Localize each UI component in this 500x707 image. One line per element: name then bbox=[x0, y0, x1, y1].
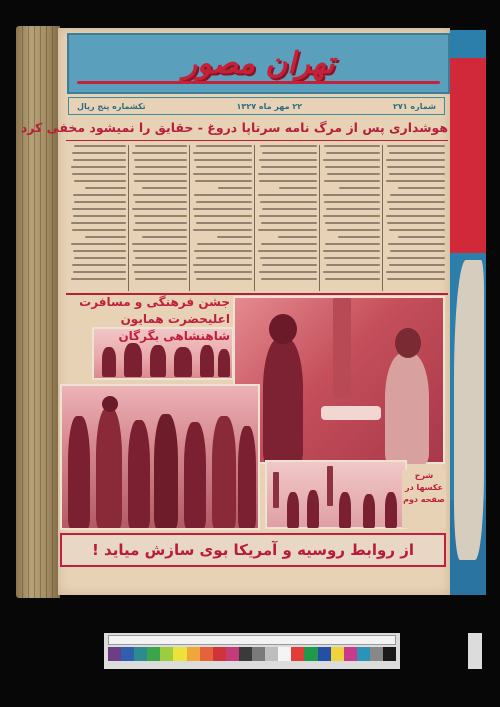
text-line bbox=[193, 173, 252, 175]
text-line bbox=[387, 222, 445, 224]
text-line bbox=[134, 180, 187, 182]
text-line bbox=[258, 194, 317, 196]
color-swatch bbox=[147, 647, 160, 661]
text-line bbox=[389, 173, 445, 175]
text-line bbox=[194, 194, 252, 196]
text-line bbox=[262, 208, 317, 210]
text-line bbox=[133, 250, 187, 252]
ceremony-photo bbox=[233, 296, 445, 464]
bottom-banner-headline bbox=[60, 533, 446, 567]
text-line bbox=[326, 264, 380, 266]
text-line bbox=[324, 145, 380, 147]
color-swatch bbox=[252, 647, 265, 661]
text-line bbox=[74, 257, 126, 259]
text-line bbox=[325, 166, 380, 168]
text-line bbox=[194, 250, 252, 252]
text-line bbox=[327, 173, 380, 175]
text-line bbox=[193, 152, 252, 154]
text-line bbox=[386, 215, 445, 217]
color-swatch bbox=[291, 647, 304, 661]
calibration-swatches bbox=[108, 647, 396, 661]
text-line bbox=[194, 271, 252, 273]
color-swatch bbox=[213, 647, 226, 661]
text-line bbox=[323, 250, 380, 252]
color-swatch bbox=[331, 647, 344, 661]
text-line bbox=[132, 208, 187, 210]
color-swatch bbox=[134, 647, 147, 661]
color-swatch bbox=[108, 647, 121, 661]
text-line bbox=[325, 278, 380, 280]
text-line bbox=[71, 278, 126, 280]
text-line bbox=[135, 166, 187, 168]
text-line bbox=[387, 145, 445, 147]
volume-spine bbox=[16, 26, 60, 598]
text-line bbox=[386, 271, 445, 273]
text-line bbox=[386, 180, 445, 182]
color-swatch bbox=[278, 647, 291, 661]
color-swatch bbox=[304, 647, 317, 661]
text-line bbox=[398, 187, 445, 189]
color-swatch bbox=[173, 647, 186, 661]
text-line bbox=[71, 222, 126, 224]
text-line bbox=[218, 187, 252, 189]
text-line bbox=[338, 236, 380, 238]
text-line bbox=[323, 159, 380, 161]
text-line bbox=[326, 208, 380, 210]
text-line bbox=[261, 243, 317, 245]
masthead bbox=[67, 33, 450, 94]
text-line bbox=[196, 257, 252, 259]
text-line bbox=[262, 152, 317, 154]
color-swatch bbox=[370, 647, 383, 661]
text-line bbox=[134, 159, 187, 161]
text-line bbox=[195, 180, 252, 182]
text-line bbox=[194, 215, 252, 217]
text-line bbox=[197, 243, 252, 245]
color-swatch bbox=[318, 647, 331, 661]
text-line bbox=[72, 264, 126, 266]
color-swatch bbox=[357, 647, 370, 661]
article-column-2 bbox=[131, 145, 187, 291]
text-line bbox=[390, 250, 445, 252]
text-line bbox=[142, 187, 187, 189]
photo-caption: جشن فرهنگی و مسافرت اعلیحضرت همایون شاهنشاهی بگرگان bbox=[79, 295, 230, 343]
text-line bbox=[386, 159, 445, 161]
text-line bbox=[196, 166, 252, 168]
text-line bbox=[72, 152, 126, 154]
issue-number: شماره ۲۷۱ bbox=[392, 101, 436, 111]
text-line bbox=[71, 243, 126, 245]
crowd-photo bbox=[60, 384, 260, 530]
color-swatch bbox=[383, 647, 396, 661]
text-line bbox=[133, 194, 187, 196]
text-line bbox=[259, 180, 317, 182]
text-line bbox=[260, 201, 317, 203]
masthead-flourish bbox=[77, 81, 440, 84]
text-line bbox=[326, 152, 380, 154]
issue-info-strip bbox=[68, 97, 445, 115]
text-line bbox=[261, 278, 317, 280]
text-line bbox=[72, 208, 126, 210]
text-line bbox=[133, 173, 187, 175]
column-divider bbox=[128, 145, 129, 291]
text-line bbox=[134, 271, 187, 273]
text-line bbox=[325, 243, 380, 245]
column-divider bbox=[189, 145, 190, 291]
color-swatch bbox=[187, 647, 200, 661]
article-column-1 bbox=[70, 145, 126, 291]
caption-reference-note: شرح عکسها در صفحه دوم bbox=[402, 470, 446, 528]
text-line bbox=[71, 166, 126, 168]
text-line bbox=[217, 236, 252, 238]
text-line bbox=[260, 257, 317, 259]
color-swatch bbox=[344, 647, 357, 661]
color-swatch bbox=[265, 647, 278, 661]
text-line bbox=[196, 278, 252, 280]
text-line bbox=[135, 278, 187, 280]
column-divider bbox=[319, 145, 320, 291]
text-line bbox=[261, 166, 317, 168]
banner-text: از روابط روسیه و آمریکا بوی سازش میاید ! bbox=[91, 541, 415, 559]
text-line bbox=[74, 180, 126, 182]
text-line bbox=[325, 222, 380, 224]
text-line bbox=[132, 243, 187, 245]
text-line bbox=[73, 271, 126, 273]
color-swatch bbox=[160, 647, 173, 661]
text-line bbox=[85, 236, 126, 238]
text-line bbox=[72, 173, 126, 175]
text-line bbox=[258, 173, 317, 175]
adjacent-page-edge bbox=[450, 30, 486, 595]
text-line bbox=[327, 229, 380, 231]
text-line bbox=[389, 264, 445, 266]
text-line bbox=[142, 236, 187, 238]
article-column-3 bbox=[192, 145, 252, 291]
text-line bbox=[389, 229, 445, 231]
masthead-title: تهران مصور bbox=[182, 46, 335, 81]
text-line bbox=[193, 208, 252, 210]
text-line bbox=[387, 166, 445, 168]
text-line bbox=[132, 152, 187, 154]
column-divider bbox=[254, 145, 255, 291]
text-line bbox=[387, 278, 445, 280]
article-column-4 bbox=[257, 145, 317, 291]
text-line bbox=[73, 194, 126, 196]
text-line bbox=[390, 194, 445, 196]
text-line bbox=[135, 222, 187, 224]
text-line bbox=[135, 145, 187, 147]
text-line bbox=[388, 243, 445, 245]
text-line bbox=[259, 215, 317, 217]
calibration-ruler bbox=[108, 635, 396, 645]
text-line bbox=[135, 257, 187, 259]
calibration-ruler-fragment bbox=[468, 633, 482, 669]
text-line bbox=[323, 194, 380, 196]
text-line bbox=[135, 201, 187, 203]
text-line bbox=[73, 250, 126, 252]
text-line bbox=[132, 264, 187, 266]
issue-price: تکشماره پنج ریال bbox=[77, 101, 146, 111]
color-calibration-target bbox=[104, 633, 400, 669]
article-column-6 bbox=[385, 145, 445, 291]
text-line bbox=[261, 222, 317, 224]
text-line bbox=[323, 215, 380, 217]
text-line bbox=[196, 201, 252, 203]
text-line bbox=[259, 159, 317, 161]
text-line bbox=[193, 229, 252, 231]
text-line bbox=[323, 271, 380, 273]
text-line bbox=[324, 257, 380, 259]
text-line bbox=[74, 145, 126, 147]
text-line bbox=[73, 215, 126, 217]
text-line bbox=[134, 215, 187, 217]
color-swatch bbox=[226, 647, 239, 661]
text-line bbox=[258, 229, 317, 231]
lead-headline: هوشداری پس از مرگ نامه سرتاپا دروغ - حقایق را نمیشود مخفی کرد bbox=[66, 120, 448, 141]
text-line bbox=[196, 145, 252, 147]
text-line bbox=[258, 250, 317, 252]
text-line bbox=[387, 201, 445, 203]
color-swatch bbox=[200, 647, 213, 661]
text-line bbox=[387, 257, 445, 259]
text-line bbox=[194, 159, 252, 161]
text-line bbox=[133, 229, 187, 231]
text-line bbox=[85, 187, 126, 189]
text-line bbox=[324, 180, 380, 182]
text-line bbox=[324, 201, 380, 203]
text-line bbox=[193, 264, 252, 266]
text-line bbox=[74, 201, 126, 203]
text-line bbox=[72, 229, 126, 231]
text-line bbox=[259, 271, 317, 273]
text-line bbox=[278, 236, 317, 238]
color-swatch bbox=[121, 647, 134, 661]
text-line bbox=[262, 264, 317, 266]
text-line bbox=[279, 187, 317, 189]
text-line bbox=[339, 187, 380, 189]
text-line bbox=[260, 145, 317, 147]
article-column-5 bbox=[322, 145, 380, 291]
parade-photo bbox=[265, 460, 407, 529]
text-line bbox=[196, 222, 252, 224]
issue-date: ۲۲ مهر ماه ۱۳۲۷ bbox=[236, 101, 303, 111]
column-divider bbox=[382, 145, 383, 291]
text-line bbox=[398, 236, 445, 238]
text-line bbox=[73, 159, 126, 161]
text-line bbox=[389, 208, 445, 210]
color-swatch bbox=[239, 647, 252, 661]
text-line bbox=[389, 152, 445, 154]
